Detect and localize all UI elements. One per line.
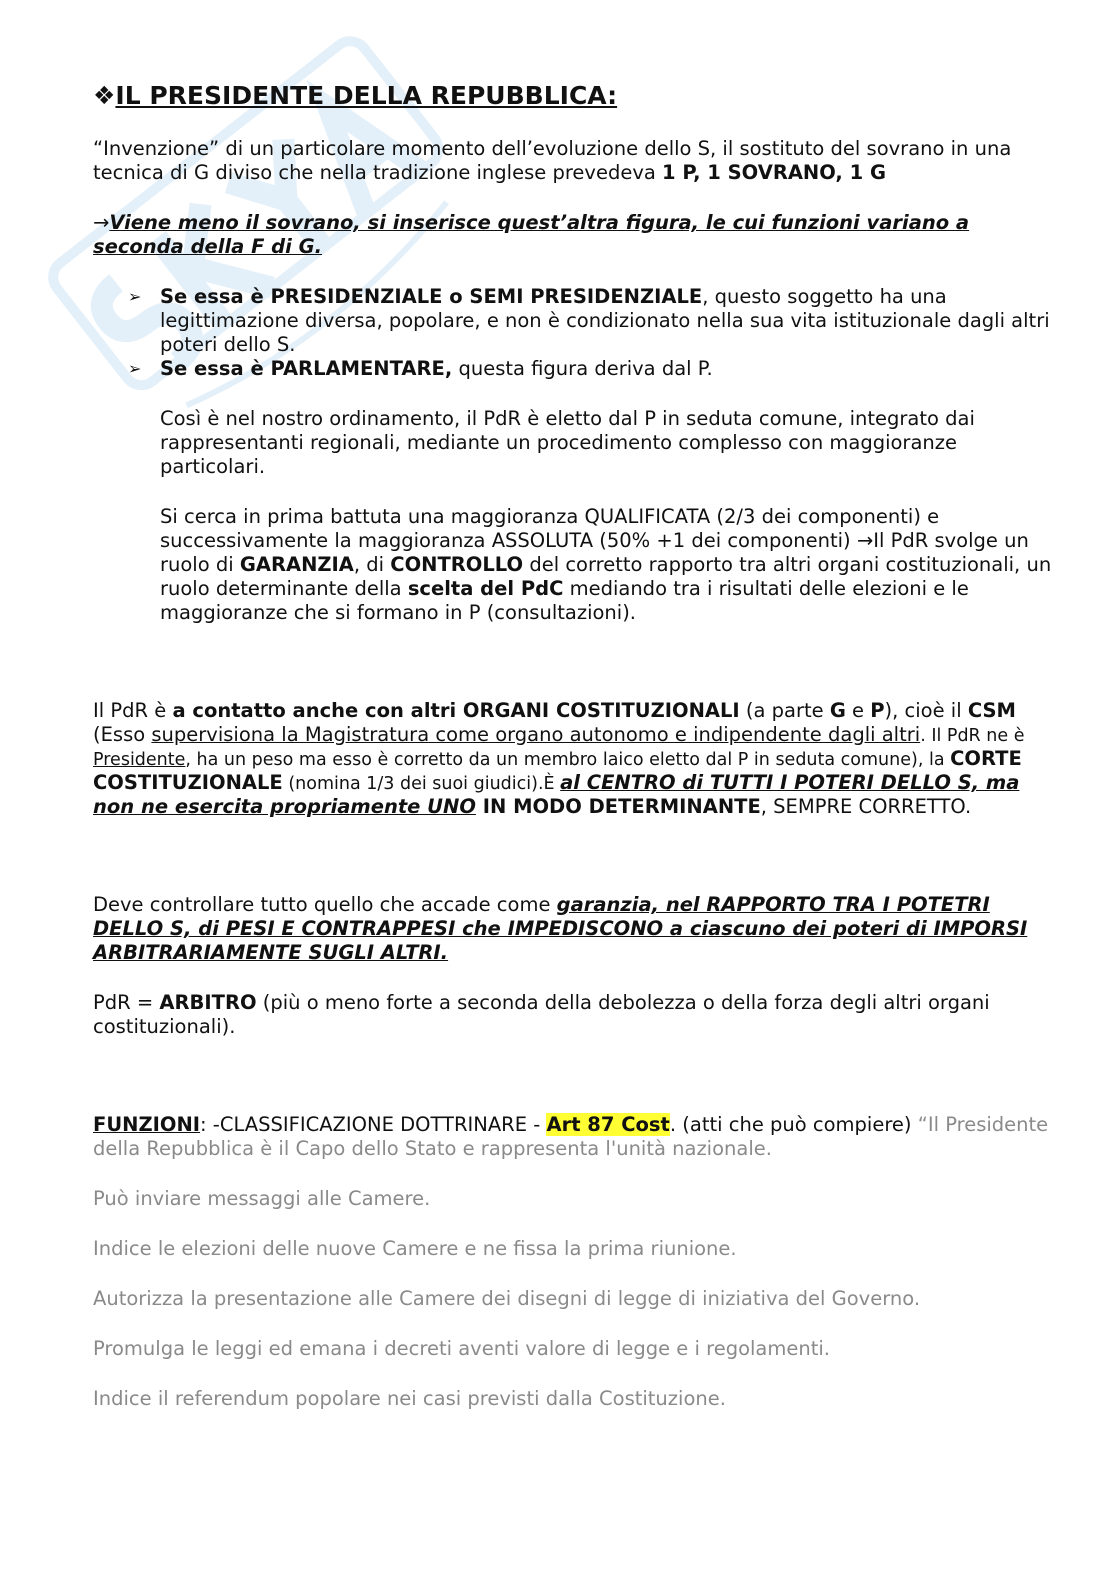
right-arrow-icon: → [93,211,110,234]
arrowhead-bullet-icon: ➢ [128,287,142,306]
art-line: Può inviare messaggi alle Camere. [93,1187,431,1210]
art-line: Indice le elezioni delle nuove Camere e ne fissa la prima riunione. [93,1237,737,1260]
arrow-note: →Viene meno il sovrano, si inserisce quest’altra figura, le cui funzioni variano a seconda della F di G. [93,211,970,258]
list-item: ➢ Se essa è PARLAMENTARE, questa figura deriva dal P. [128,357,713,380]
funzioni-heading: FUNZIONI [93,1113,201,1136]
page-title: ❖IL PRESIDENTE DELLA REPUBBLICA: [93,81,618,110]
paragraph-organi-costituzionali: Il PdR è a contatto anche con altri ORGANI COSTITUZIONALI (a parte G e P), cioè il CSM (Esso supervisiona la Magistratura come organo autonomo e indipendente dagli altri. Il PdR ne è Presidente, ha un peso ma esso è corretto da un membro laico eletto dal P in seduta comune), la CORTE COSTITUZIONALE (nomina 1/3 dei suoi giudici).È al CENTRO di TUTTI I POTERI DELLO S, ma non ne esercita propriamente UNO IN MODO DETERMINANTE, SEMPRE CORRETTO. [93,699,1025,818]
art-87-highlight: Art 87 Cost [546,1113,670,1136]
arrowhead-bullet-icon: ➢ [128,359,142,378]
paragraph-arbitro: PdR = ARBITRO (più o meno forte a seconda della debolezza o della forza degli altri organi costituzionali). [93,991,990,1038]
intro-paragraph: “Invenzione” di un particolare momento dell’evoluzione dello S, il sostituto del sovrano in una tecnica di G diviso che nella tradizione inglese prevedeva 1 P, 1 SOVRANO, 1 G [93,137,1012,184]
paragraph-funzioni: FUNZIONI: -CLASSIFICAZIONE DOTTRINARE - Art 87 Cost. (atti che può compiere) “Il Presidente della Repubblica è il Capo dello Stato e rappresenta l'unità nazionale. [93,1113,1049,1160]
list-item: ➢ Se essa è PRESIDENZIALE o SEMI PRESIDENZIALE, questo soggetto ha una legittimazione diversa, popolare, e non è condizionato nella sua vita istituzionale dagli altri poteri dello S. [128,285,1050,356]
art-line: Promulga le leggi ed emana i decreti aventi valore di legge e i regolamenti. [93,1337,830,1360]
diamond-bullet-icon: ❖ [93,81,116,110]
right-arrow-icon: → [856,529,874,552]
form-of-government-list [93,285,1053,381]
art-line: Autorizza la presentazione alle Camere dei disegni di legge di iniziativa del Governo. [93,1287,921,1310]
paragraph-ordinamento: Così è nel nostro ordinamento, il PdR è eletto dal P in seduta comune, integrato dai rappresentanti regionali, mediante un procedimento complesso con maggioranze particolari. [160,407,975,478]
art-line: Indice il referendum popolare nei casi previsti dalla Costituzione. [93,1387,726,1410]
paragraph-maggioranza: Si cerca in prima battuta una maggioranza QUALIFICATA (2/3 dei componenti) e successivamente la maggioranza ASSOLUTA (50% +1 dei componenti) →Il PdR svolge un ruolo di GARANZIA, di CONTROLLO del corretto rapporto tra altri organi costituzionali, un ruolo determinante della scelta del PdC mediando tra i risultati delle elezioni e le maggioranze che si formano in P (consultazioni). [160,505,1052,624]
paragraph-garanzia: Deve controllare tutto quello che accade come garanzia, nel RAPPORTO TRA I POTETRI DELLO S, di PESI E CONTRAPPESI che IMPEDISCONO a ciascuno dei poteri di IMPORSI ARBITRARIAMENTE SUGLI ALTRI. [93,893,1028,964]
